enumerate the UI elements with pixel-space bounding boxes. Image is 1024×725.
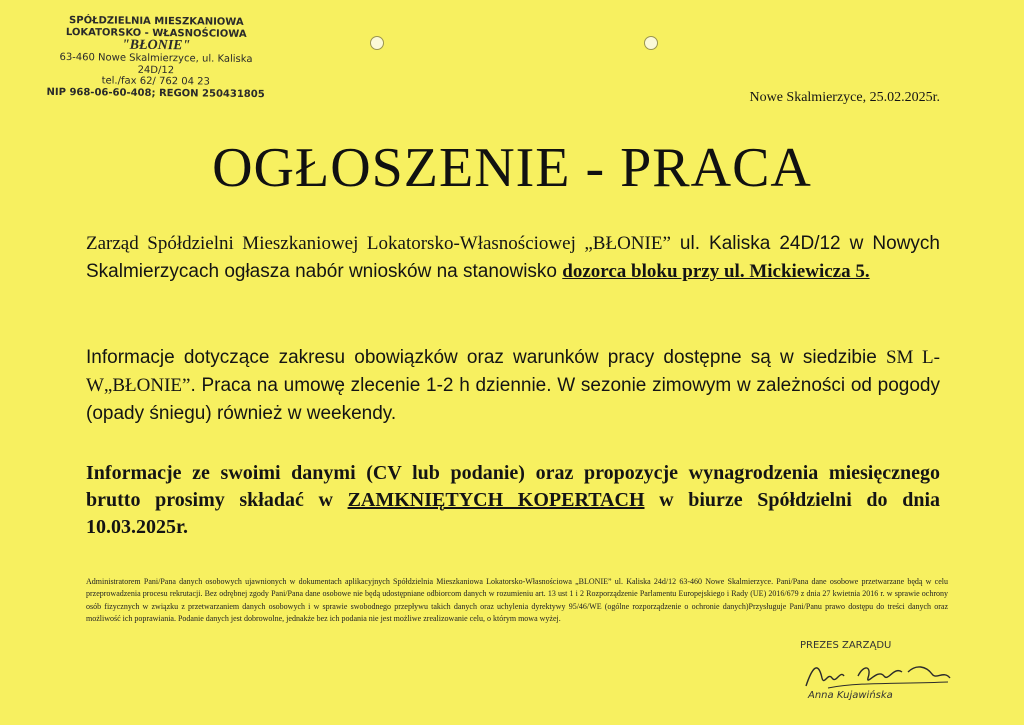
stamp-org-name: "BŁONIE" — [121, 37, 191, 54]
cooperative-short-name: SM L-W„BŁONIE” — [86, 347, 940, 396]
stamp-phone: tel./fax 62/ 762 04 23 — [101, 75, 210, 88]
application-text: Informacje ze swoimi danymi (CV lub podanie) oraz propozycje wynagrodzenia miesięcznego brutto prosimy składać w — [86, 462, 940, 511]
details-text: Informacje dotyczące zakresu obowiązków oraz warunków pracy dostępne są w siedzibie — [86, 347, 886, 368]
announcement-text: ul. Kaliska 24D/12 w Nowych Skalmierzycach ogłasza nabór wniosków na stanowisko — [86, 233, 940, 282]
paragraph-details — [86, 344, 940, 428]
signatory-name: Anna Kujawińska — [808, 690, 893, 701]
sealed-envelopes: ZAMKNIĘTYCH KOPERTACH — [347, 489, 645, 511]
punch-hole — [370, 36, 384, 50]
stamp-nip-regon: NIP 968-06-60-408; REGON 250431805 — [46, 86, 265, 100]
position-name: dozorca bloku przy ul. Mickiewicza 5. — [562, 261, 870, 282]
signature-role: PREZES ZARZĄDU — [800, 640, 892, 651]
paragraph-announcement — [86, 230, 940, 286]
page-title: OGŁOSZENIE - PRACA — [212, 137, 812, 199]
signature-block — [798, 640, 968, 710]
document-date: Nowe Skalmierzyce, 25.02.2025r. — [749, 90, 940, 105]
paragraph-application — [86, 460, 940, 541]
application-deadline: w biurze Spółdzielni do dnia 10.03.2025r. — [86, 489, 940, 538]
punch-hole — [644, 36, 658, 50]
stamp-line: SPÓŁDZIELNIA MIESZKANIOWA — [69, 15, 244, 28]
organization-stamp — [46, 15, 267, 100]
stamp-line: LOKATORSKO - WŁASNOŚCIOWA — [65, 26, 247, 40]
details-text-continued: . Praca na umowę zlecenie 1-2 h dziennie. W sezonie zimowym w zależności od pogody (opady śniegu) również w weekendy. — [86, 375, 940, 424]
cooperative-name: Zarząd Spółdzielni Mieszkaniowej Lokatorsko-Własnościowej „BŁONIE” — [86, 233, 671, 254]
gdpr-notice: Administratorem Pani/Pana danych osobowych ujawnionych w dokumentach aplikacyjnych Spółdzielnia Mieszkaniowa Lokatorsko-Własnościowa „BLONIE” ul. Kaliska 24d/12 63-460 Nowe Skalmierzyce. Pani/Pana dane osobowe przetwarzane będą w celu przeprowadzenia procesu rekrutacji. Bez odrębnej zgody Pani/Pana dane osobowe nie będą udostępniane odbiorcom danych w rozumieniu art. 13 ust 1 i 2 Rozporządzenie Parlamentu Europejskiego i Rady (UE) 2016/679 z dnia 27 kwietnia 2016 r. w sprawie ochrony osób fizycznych w związku z przetwarzaniem danych osobowych i w sprawie swobodnego przepływu takich danych oraz uchylenia dyrektywy 95/46/WE (ogólne rozporządzenie o ochronie danych)Przysługuje Pani/Panu prawo dostępu do treści danych oraz możliwość ich poprawiania. Podanie danych jest dobrowolne, jednakże bez ich podania nie jest możliwe zrealizowanie celu, o którym mowa wyżej. — [86, 577, 948, 624]
stamp-address: 63-460 Nowe Skalmierzyce, ul. Kaliska 24D/12 — [59, 51, 253, 76]
